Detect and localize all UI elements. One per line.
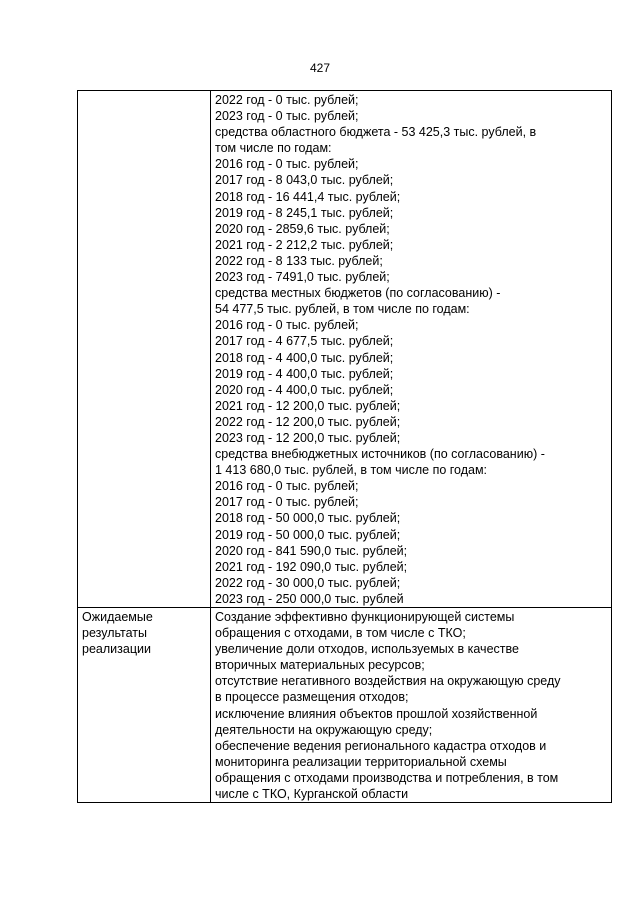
content-line: 2023 год - 7491,0 тыс. рублей; [215,270,390,285]
row-content-cell [211,608,612,803]
content-line: средства областного бюджета - 53 425,3 тыс. рублей, в [215,125,537,140]
content-line: числе с ТКО, Курганской области [215,787,409,802]
content-line: 2020 год - 841 590,0 тыс. рублей; [215,543,408,558]
label-line: Ожидаемые [82,610,153,624]
table-row [78,608,612,803]
row-label-cell [78,91,211,608]
content-line: том числе по годам: [215,141,332,156]
program-passport-table [77,90,612,803]
content-line: 2022 год - 0 тыс. рублей; [215,93,359,107]
content-line: 2018 год - 50 000,0 тыс. рублей; [215,511,401,526]
content-line: 2018 год - 16 441,4 тыс. рублей; [215,189,401,204]
content-line: 2017 год - 8 043,0 тыс. рублей; [215,173,394,188]
content-line: 2022 год - 30 000,0 тыс. рублей; [215,575,401,590]
content-line: вторичных материальных ресурсов; [215,658,425,673]
label-line: результаты [82,626,147,641]
table-row [78,91,612,608]
content-line: средства местных бюджетов (по согласованию) - [215,286,501,301]
content-line: 2019 год - 50 000,0 тыс. рублей; [215,527,401,542]
content-line: 2021 год - 192 090,0 тыс. рублей; [215,559,408,574]
row-content-cell [211,91,612,608]
content-line: 2018 год - 4 400,0 тыс. рублей; [215,350,394,365]
content-line: отсутствие негативного воздействия на окружающую среду [215,674,561,689]
content-line: обращения с отходами производства и потребления, в том [215,770,559,785]
content-line: 2023 год - 250 000,0 тыс. рублей [215,591,404,606]
content-line: 2021 год - 12 200,0 тыс. рублей; [215,398,401,413]
content-line: 2023 год - 0 тыс. рублей; [215,109,359,124]
content-line: мониторинга реализации территориальной схемы [215,754,507,769]
content-line: 2021 год - 2 212,2 тыс. рублей; [215,237,394,252]
page-number: 427 [309,61,331,75]
content-line: в процессе размещения отходов; [215,690,409,705]
content-line: 2023 год - 12 200,0 тыс. рублей; [215,430,401,445]
content-line: 2017 год - 0 тыс. рублей; [215,495,359,510]
content-line: 2020 год - 2859,6 тыс. рублей; [215,221,390,236]
content-line: 54 477,5 тыс. рублей, в том числе по годам: [215,302,470,317]
content-line: увеличение доли отходов, используемых в качестве [215,642,519,657]
content-line: 2020 год - 4 400,0 тыс. рублей; [215,382,394,397]
table-body [78,91,612,803]
content-line: 2022 год - 8 133 тыс. рублей; [215,253,383,268]
content-line: 1 413 680,0 тыс. рублей, в том числе по годам: [215,463,488,478]
label-line: реализации [82,642,151,657]
content-line: деятельности на окружающую среду; [215,722,433,737]
content-line: 2016 год - 0 тыс. рублей; [215,479,359,494]
content-line: обеспечение ведения регионального кадастра отходов и [215,738,547,753]
content-line: средства внебюджетных источников (по согласованию) - [215,447,545,462]
content-line: обращения с отходами, в том числе с ТКО; [215,626,466,641]
content-line: 2017 год - 4 677,5 тыс. рублей; [215,334,394,349]
content-line: 2022 год - 12 200,0 тыс. рублей; [215,414,401,429]
content-line: Создание эффективно функционирующей системы [215,610,515,624]
content-line: исключение влияния объектов прошлой хозяйственной [215,706,538,721]
content-line: 2019 год - 8 245,1 тыс. рублей; [215,205,394,220]
content-line: 2016 год - 0 тыс. рублей; [215,318,359,333]
content-line: 2019 год - 4 400,0 тыс. рублей; [215,366,394,381]
row-label-cell [78,608,211,803]
content-line: 2016 год - 0 тыс. рублей; [215,157,359,172]
